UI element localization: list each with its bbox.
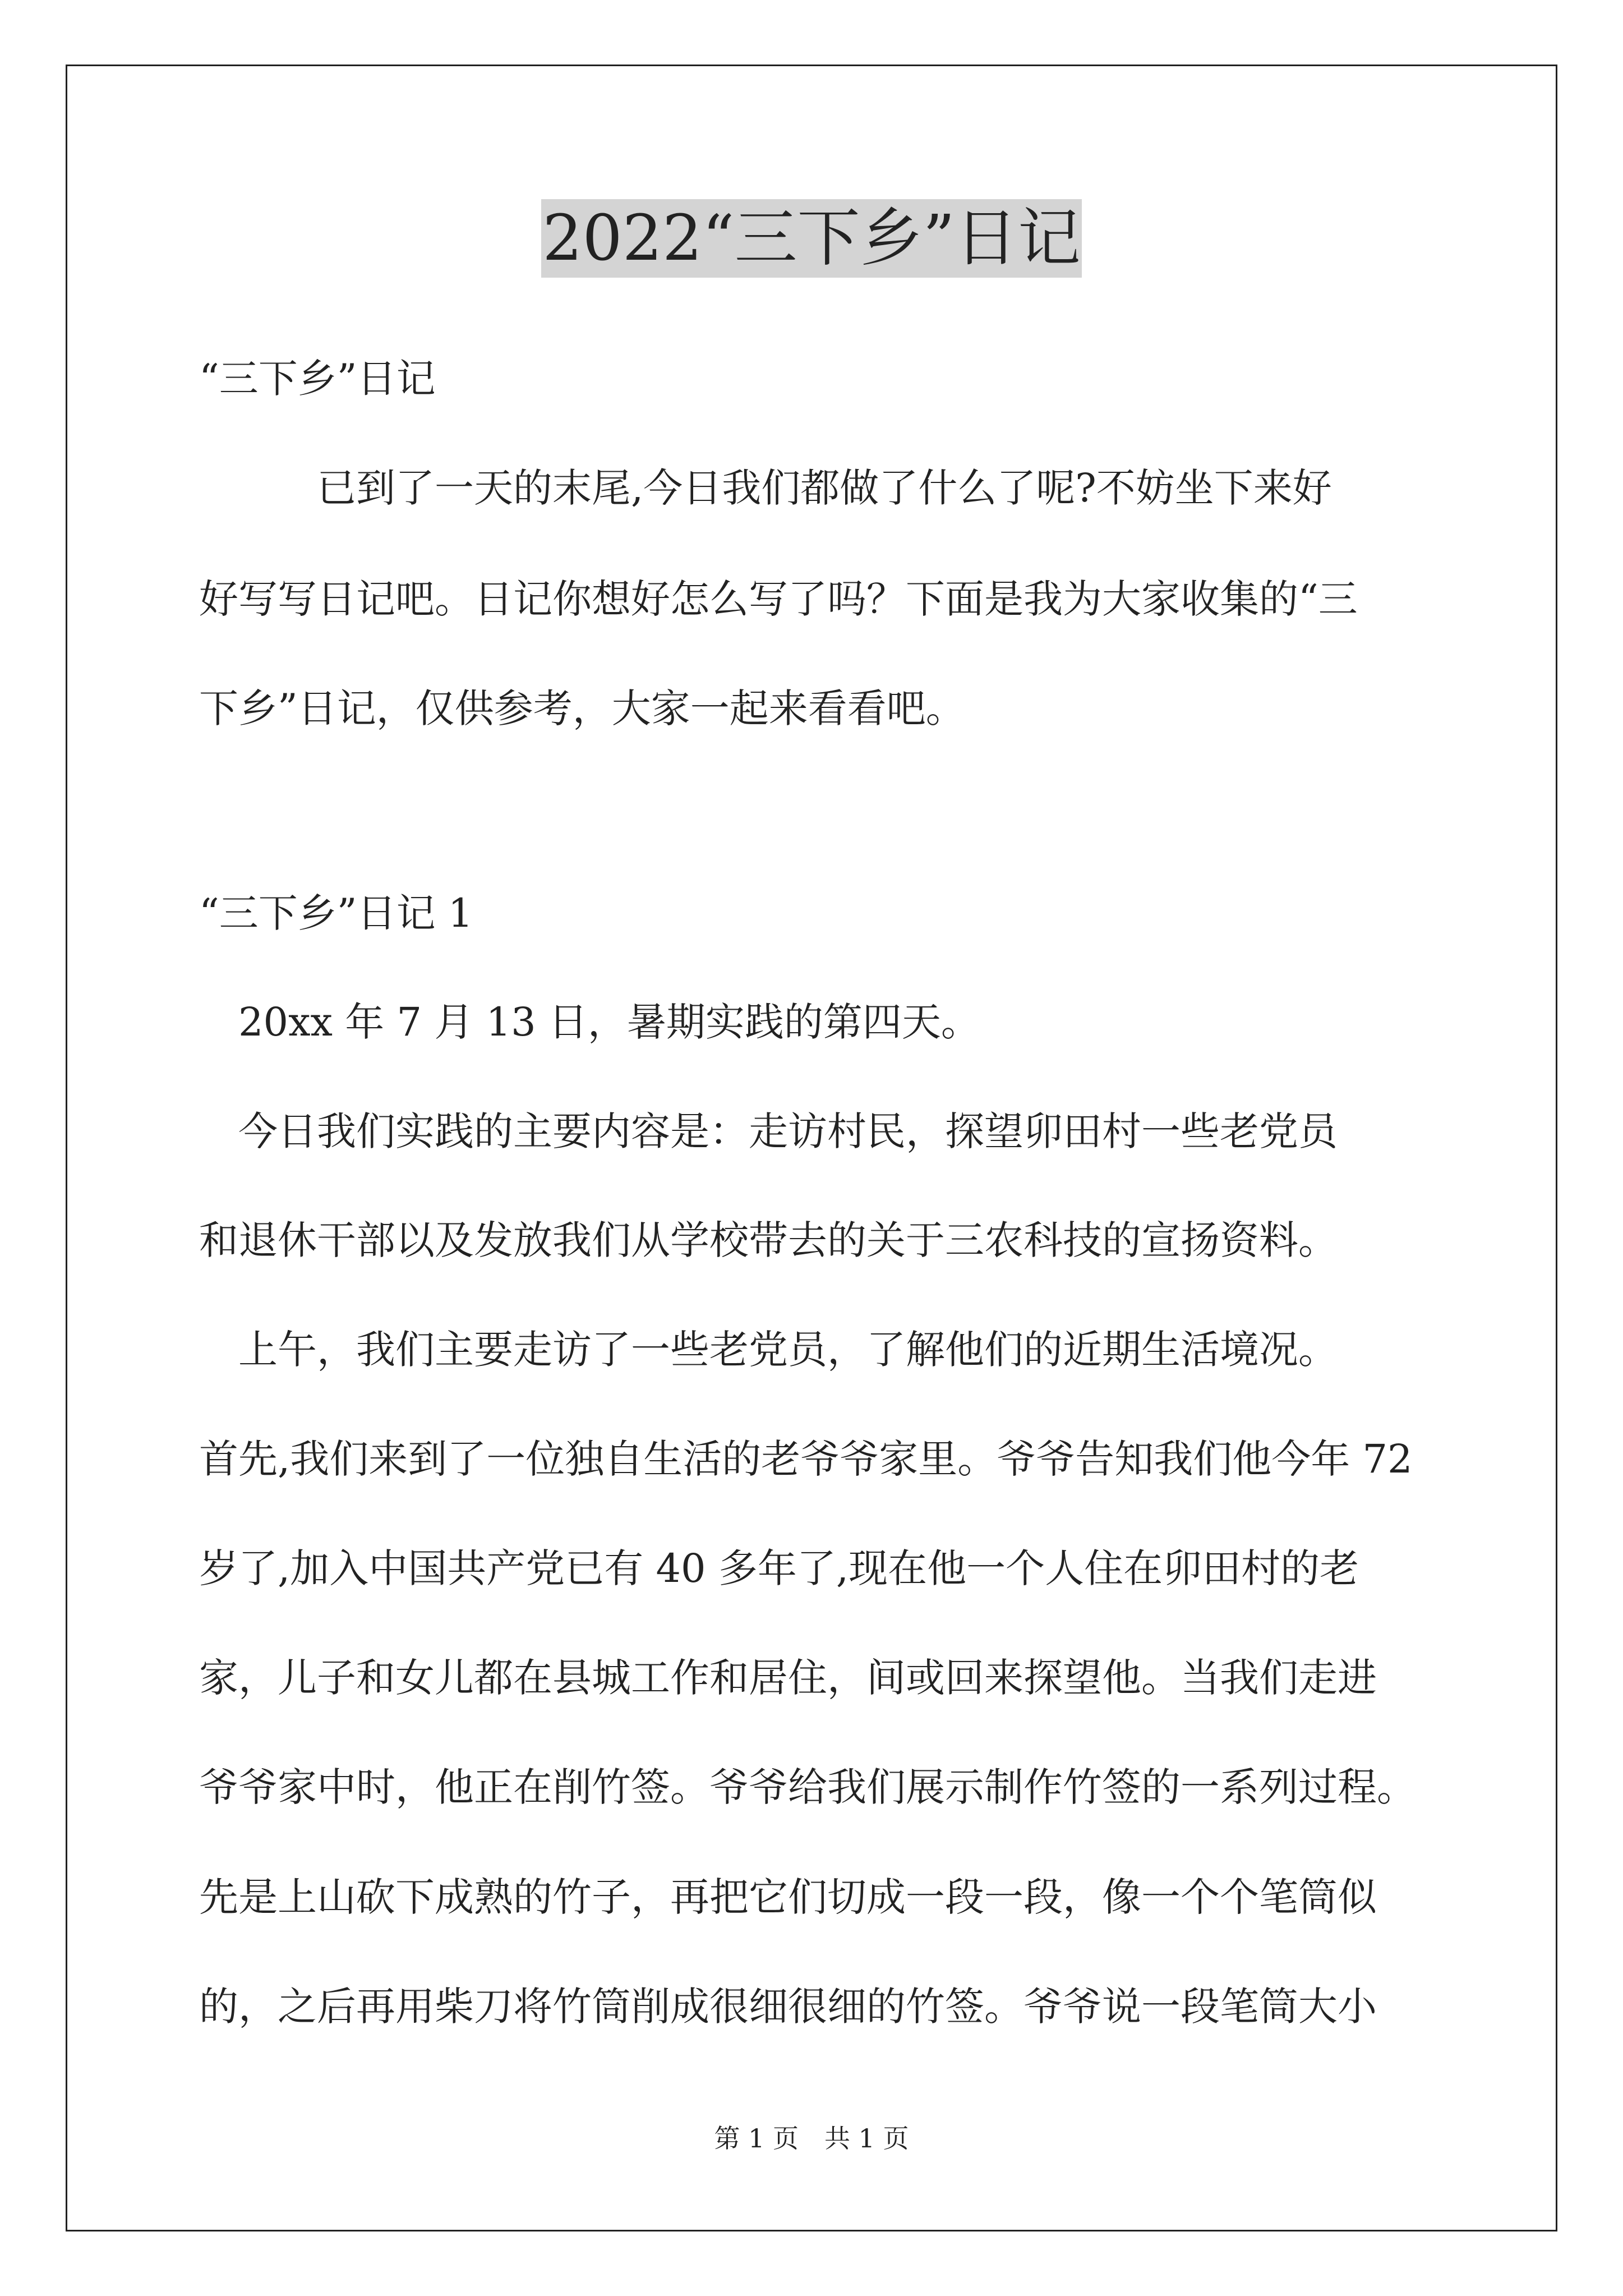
- page-number-footer: 第 1 页 共 1 页: [714, 2123, 909, 2154]
- body-line: 20xx 年 7 月 13 日，暑期实践的第四天。: [199, 999, 980, 1045]
- body-line: 上午，我们主要走访了一些老党员，了解他们的近期生活境况。: [199, 1327, 1338, 1373]
- body-line: 家，儿子和女儿都在县城工作和居住，间或回来探望他。当我们走进: [199, 1655, 1377, 1701]
- title-container: [0, 199, 1623, 278]
- body-line: 首先,我们来到了一位独自生活的老爷爷家里。爷爷告知我们他今年 72: [199, 1436, 1413, 1482]
- section-heading-diary-1: “三下乡”日记 1: [199, 890, 473, 936]
- body-line: 下乡”日记，仅供参考，大家一起来看看吧。: [199, 685, 965, 731]
- body-line: 岁了,加入中国共产党已有 40 多年了,现在他一个人住在卯田村的老: [199, 1545, 1359, 1591]
- section-heading-intro: “三下乡”日记: [199, 356, 436, 402]
- body-line: 爷爷家中时，他正在削竹签。爷爷给我们展示制作竹签的一系列过程。: [199, 1764, 1416, 1810]
- body-line: 已到了一天的末尾,今日我们都做了什么了呢?不妨坐下来好: [199, 465, 1332, 511]
- body-line: 的，之后再用柴刀将竹筒削成很细很细的竹签。爷爷说一段笔筒大小: [199, 1984, 1377, 2030]
- body-line: 今日我们实践的主要内容是：走访村民，探望卯田村一些老党员: [199, 1108, 1338, 1154]
- body-line: 好写写日记吧。日记你想好怎么写了吗？下面是我为大家收集的“三: [199, 576, 1358, 622]
- body-line: 先是上山砍下成熟的竹子，再把它们切成一段一段，像一个个笔筒似: [199, 1874, 1377, 1920]
- document-title: 2022“三下乡”日记: [541, 199, 1082, 278]
- body-line: 和退休干部以及发放我们从学校带去的关于三农科技的宣扬资料。: [199, 1217, 1338, 1263]
